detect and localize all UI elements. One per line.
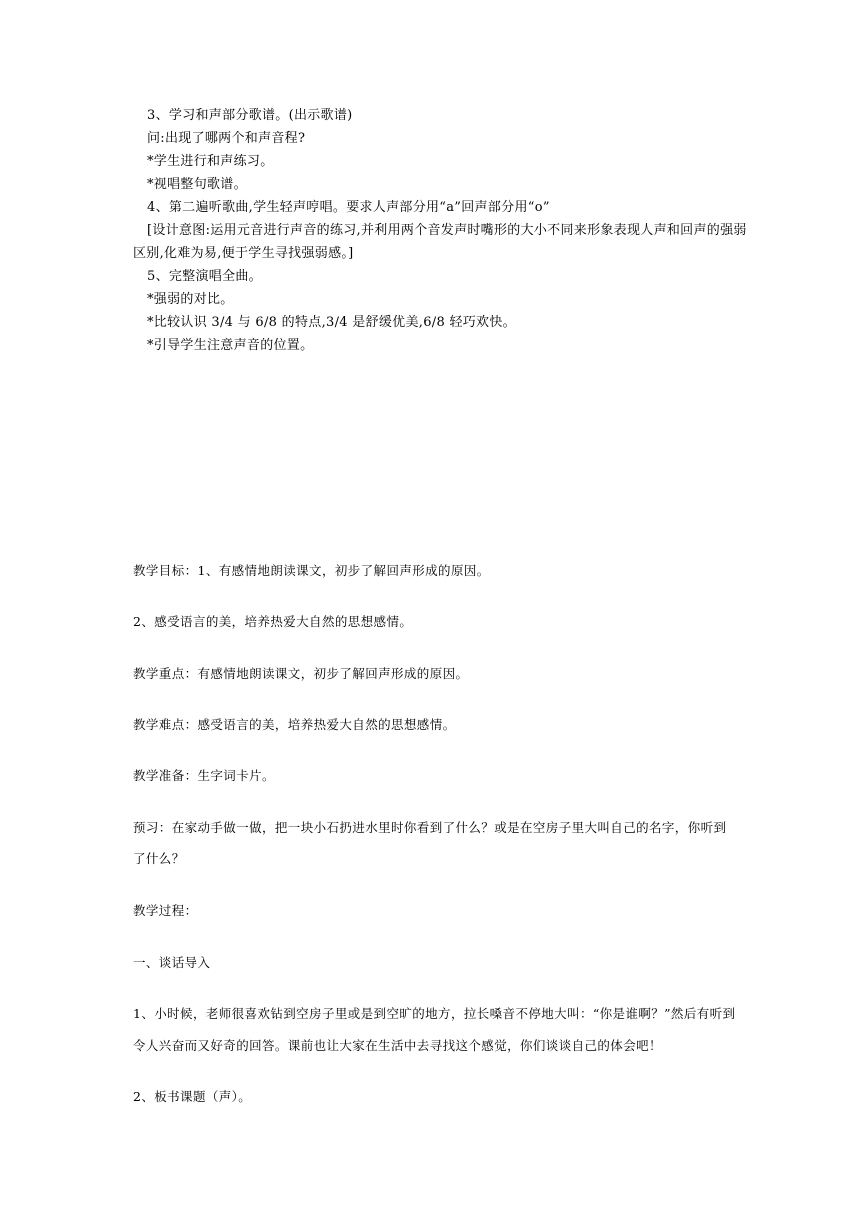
text-line: *视唱整句歌谱。 — [147, 177, 247, 192]
text-line: 一、谈话导入 — [133, 955, 211, 970]
text-line: 教学重点：有感情地朗读课文，初步了解回声形成的原因。 — [133, 666, 469, 681]
text-line: 1、小时候，老师很喜欢钻到空房子里或是到空旷的地方，拉长嗓音不停地大叫：“你是谁啊？”然后有听到 — [133, 1006, 736, 1021]
text-line: 教学难点：感受语言的美，培养热爱大自然的思想感情。 — [133, 717, 456, 732]
text-line: 2、感受语言的美，培养热爱大自然的思想感情。 — [133, 614, 413, 629]
text-line: 2、板书课题（声）。 — [133, 1089, 252, 1104]
text-line: 5、完整演唱全曲。 — [147, 269, 262, 284]
text-line: 教学准备：生字词卡片。 — [133, 768, 275, 783]
text-line: *比较认识 3/4 与 6/8 的特点,3/4 是舒缓优美,6/8 轻巧欢快。 — [147, 315, 516, 330]
text-line: 4、第二遍听歌曲,学生轻声哼唱。要求人声部分用“a”回声部分用“o” — [147, 200, 550, 215]
text-line: 了什么？ — [133, 851, 185, 866]
text-line: 令人兴奋而又好奇的回答。课前也让大家在生活中去寻找这个感觉，你们谈谈自己的体会吧！ — [133, 1038, 662, 1053]
text-line: 预习：在家动手做一做，把一块小石扔进水里时你看到了什么？或是在空房子里大叫自己的名字，你听到 — [133, 820, 727, 835]
text-line: 问:出现了哪两个和声音程? — [147, 131, 306, 146]
text-line: *强弱的对比。 — [147, 292, 234, 307]
text-line: 教学目标：1、有感情地朗读课文，初步了解回声形成的原因。 — [133, 563, 490, 578]
text-line: 3、学习和声部分歌谱。(出示歌谱) — [147, 108, 353, 123]
text-line: *学生进行和声练习。 — [147, 154, 274, 169]
text-line: *引导学生注意声音的位置。 — [147, 338, 314, 353]
text-line: [设计意图:运用元音进行声音的练习,并利用两个音发声时嘴形的大小不同来形象表现人声和回声的强弱 — [147, 223, 747, 238]
text-line: 教学过程： — [133, 903, 198, 918]
text-line: 区别,化难为易,便于学生寻找强弱感。] — [133, 246, 354, 261]
